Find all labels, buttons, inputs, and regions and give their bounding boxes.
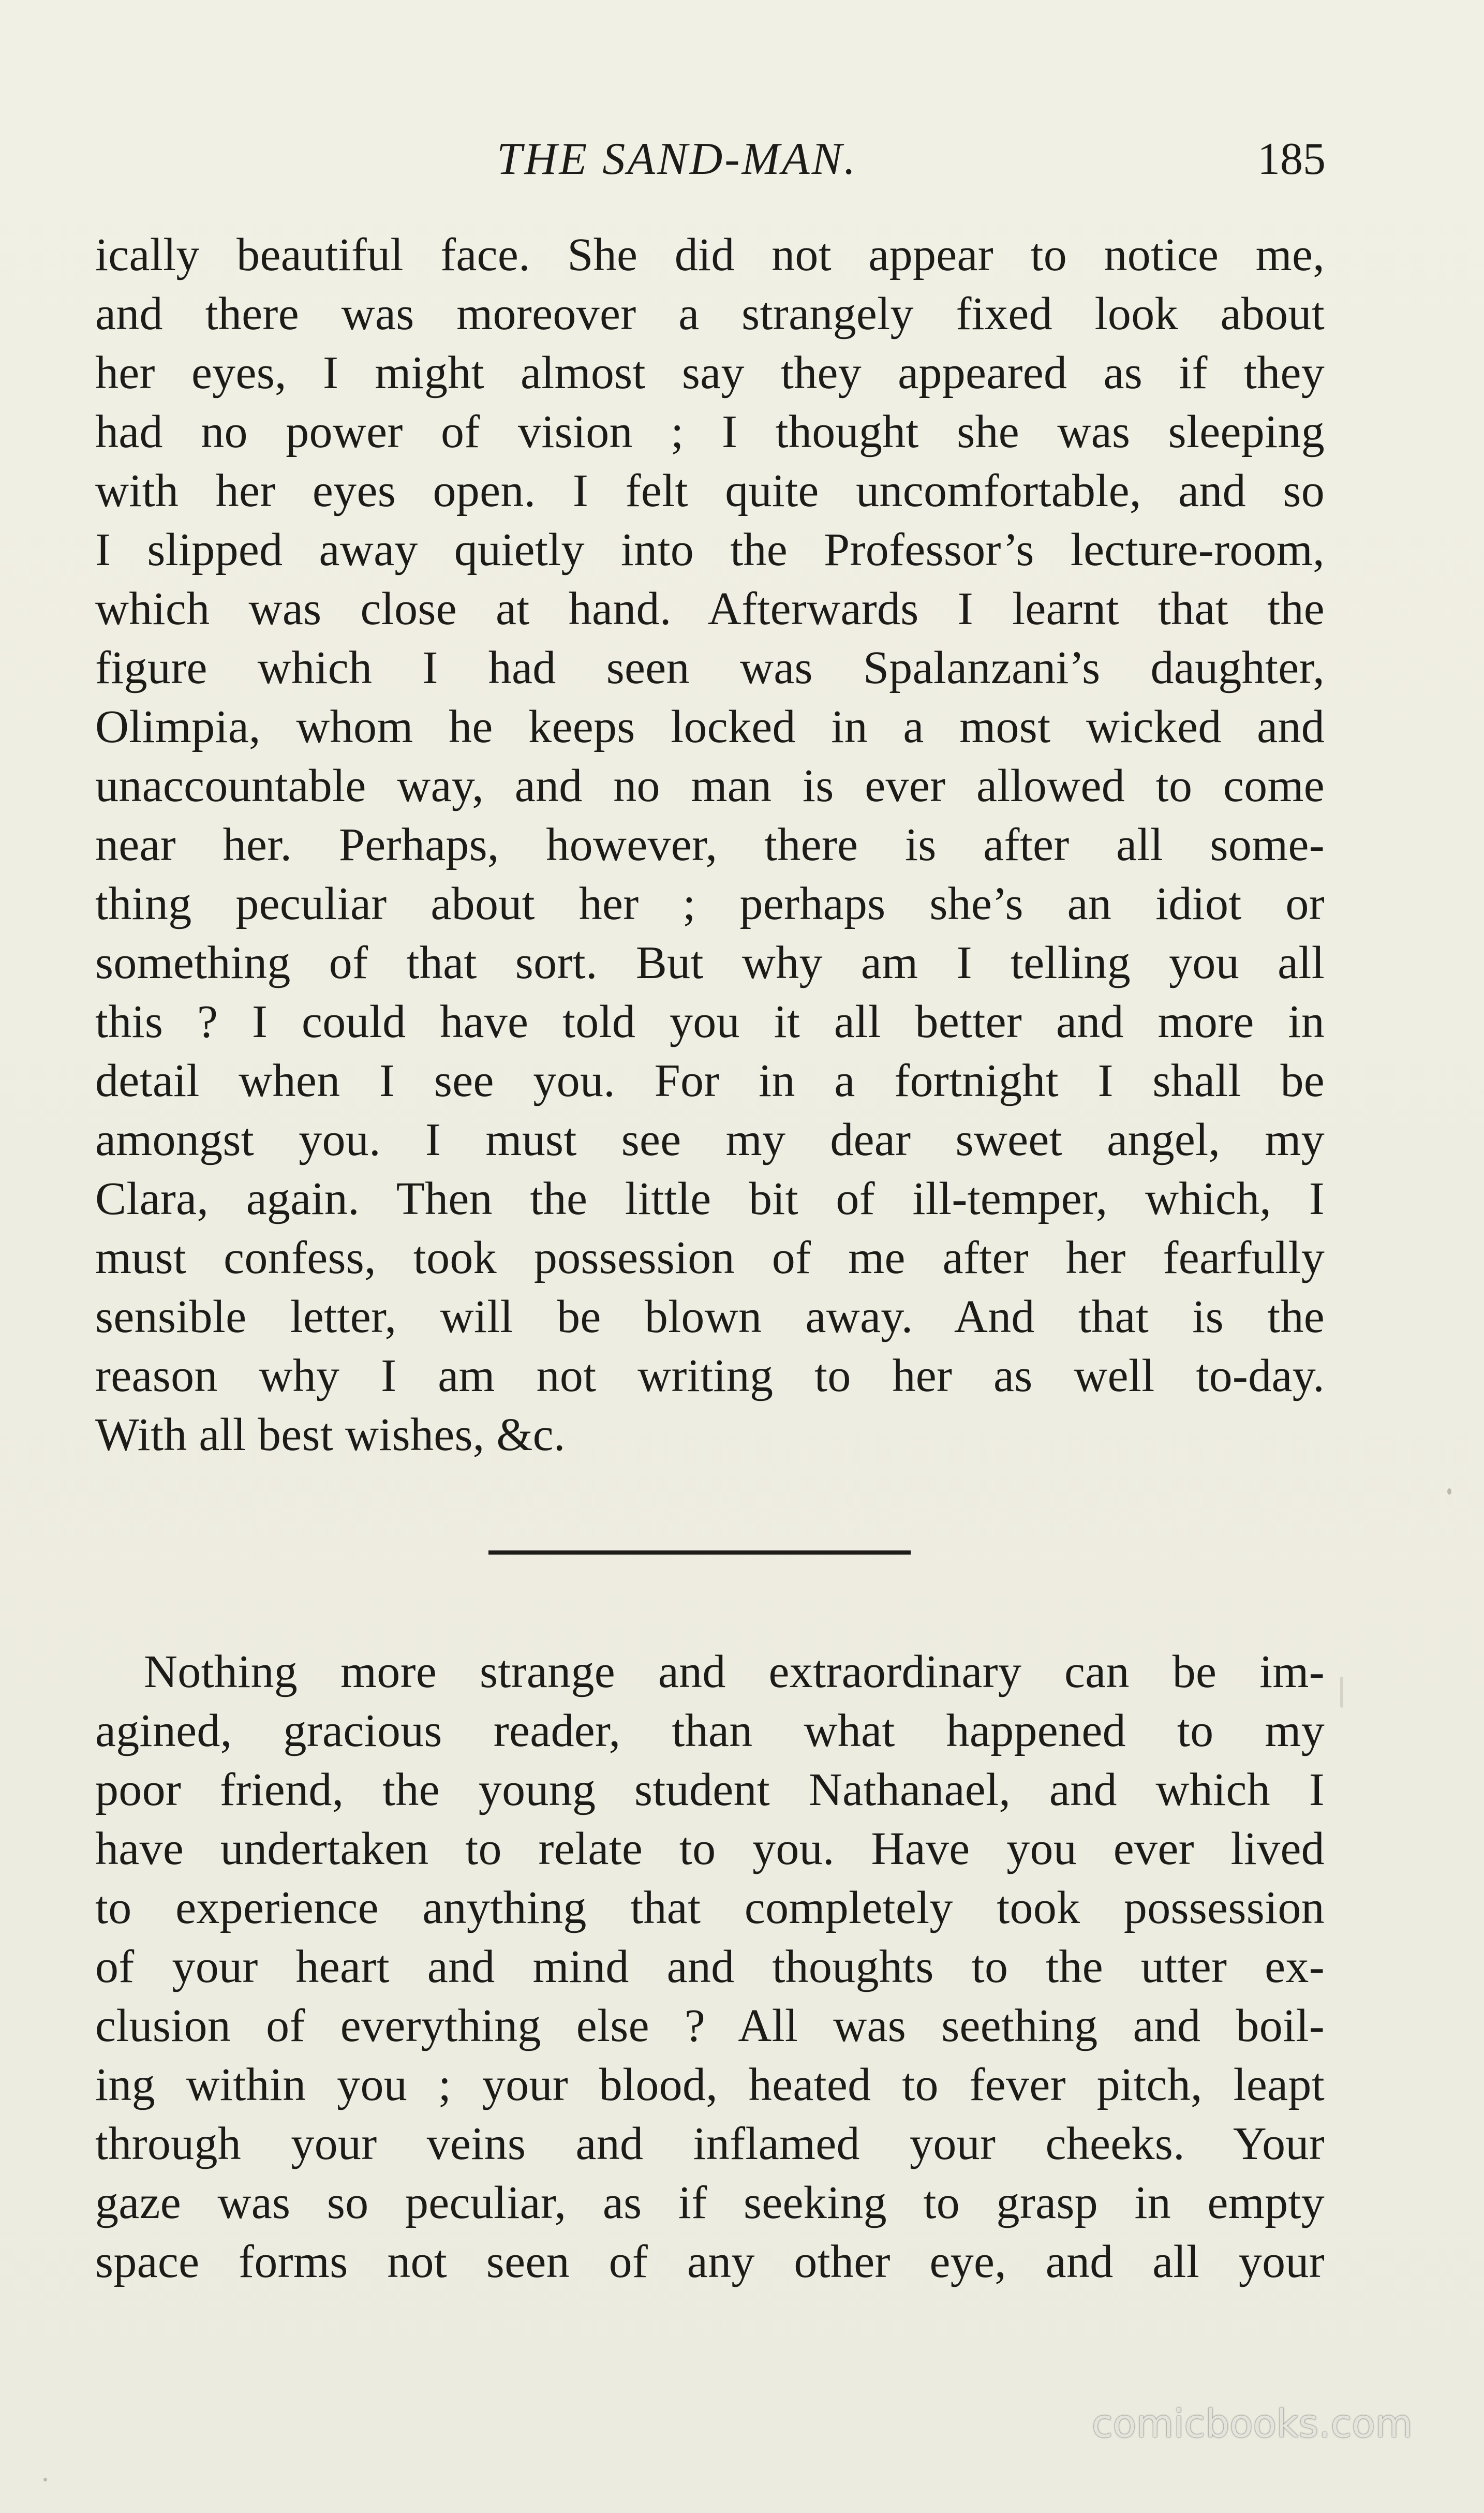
text-line: with her eyes open. I felt quite uncomfortable, and so bbox=[95, 465, 1325, 516]
text-line: ing within you ; your blood, heated to fever pitch, leapt bbox=[95, 2059, 1325, 2110]
paper-speck bbox=[1340, 1677, 1343, 1708]
text-line: have undertaken to relate to you. Have you ever lived bbox=[95, 1823, 1325, 1874]
text-line: reason why I am not writing to her as well to-day. bbox=[95, 1350, 1325, 1401]
text-line: detail when I see you. For in a fortnight I shall be bbox=[95, 1055, 1325, 1106]
text-line: this ? I could have told you it all better and more in bbox=[95, 996, 1325, 1047]
text-line: clusion of everything else ? All was seething and boil- bbox=[95, 2000, 1325, 2051]
text-line: through your veins and inflamed your cheeks. Your bbox=[95, 2118, 1325, 2169]
text-line: thing peculiar about her ; perhaps she’s an idiot or bbox=[95, 878, 1325, 929]
paper-speck bbox=[43, 2478, 47, 2481]
text-line: had no power of vision ; I thought she was sleeping bbox=[95, 406, 1325, 457]
text-line: figure which I had seen was Spalanzani’s daughter, bbox=[95, 642, 1325, 693]
text-line: With all best wishes, &c. bbox=[95, 1409, 566, 1460]
text-line: space forms not seen of any other eye, and all your bbox=[95, 2236, 1325, 2287]
text-line: her eyes, I might almost say they appeared as if they bbox=[95, 347, 1325, 398]
text-line: I slipped away quietly into the Professor’s lecture-room, bbox=[95, 524, 1325, 575]
text-line: gaze was so peculiar, as if seeking to grasp in empty bbox=[95, 2177, 1325, 2228]
text-line: and there was moreover a strangely fixed look about bbox=[95, 288, 1325, 339]
text-line: of your heart and mind and thoughts to the utter ex- bbox=[95, 1941, 1325, 1992]
text-line: near her. Perhaps, however, there is after all some- bbox=[95, 819, 1325, 870]
paper-speck bbox=[1447, 1488, 1451, 1495]
running-title: THE SAND-MAN. bbox=[497, 134, 858, 184]
text-line: Nothing more strange and extraordinary can be im- bbox=[144, 1646, 1325, 1697]
page-number: 185 bbox=[1257, 134, 1326, 184]
text-line: sensible letter, will be blown away. And that is the bbox=[95, 1291, 1325, 1342]
text-line: which was close at hand. Afterwards I learnt that the bbox=[95, 583, 1325, 634]
text-line: something of that sort. But why am I telling you all bbox=[95, 937, 1325, 988]
text-line: to experience anything that completely took possession bbox=[95, 1882, 1325, 1933]
text-line: Clara, again. Then the little bit of ill-temper, which, I bbox=[95, 1173, 1325, 1224]
text-line: ically beautiful face. She did not appear to notice me, bbox=[95, 229, 1325, 280]
watermark: comicbooks.com bbox=[1092, 2402, 1413, 2446]
text-line: unaccountable way, and no man is ever allowed to come bbox=[95, 760, 1325, 811]
text-line: agined, gracious reader, than what happened to my bbox=[95, 1705, 1325, 1756]
text-line: poor friend, the young student Nathanael, and which I bbox=[95, 1764, 1325, 1815]
text-line: must confess, took possession of me after her fearfully bbox=[95, 1232, 1325, 1283]
section-divider-rule bbox=[488, 1550, 911, 1555]
text-line: amongst you. I must see my dear sweet angel, my bbox=[95, 1114, 1325, 1165]
text-line: Olimpia, whom he keeps locked in a most wicked and bbox=[95, 701, 1325, 752]
